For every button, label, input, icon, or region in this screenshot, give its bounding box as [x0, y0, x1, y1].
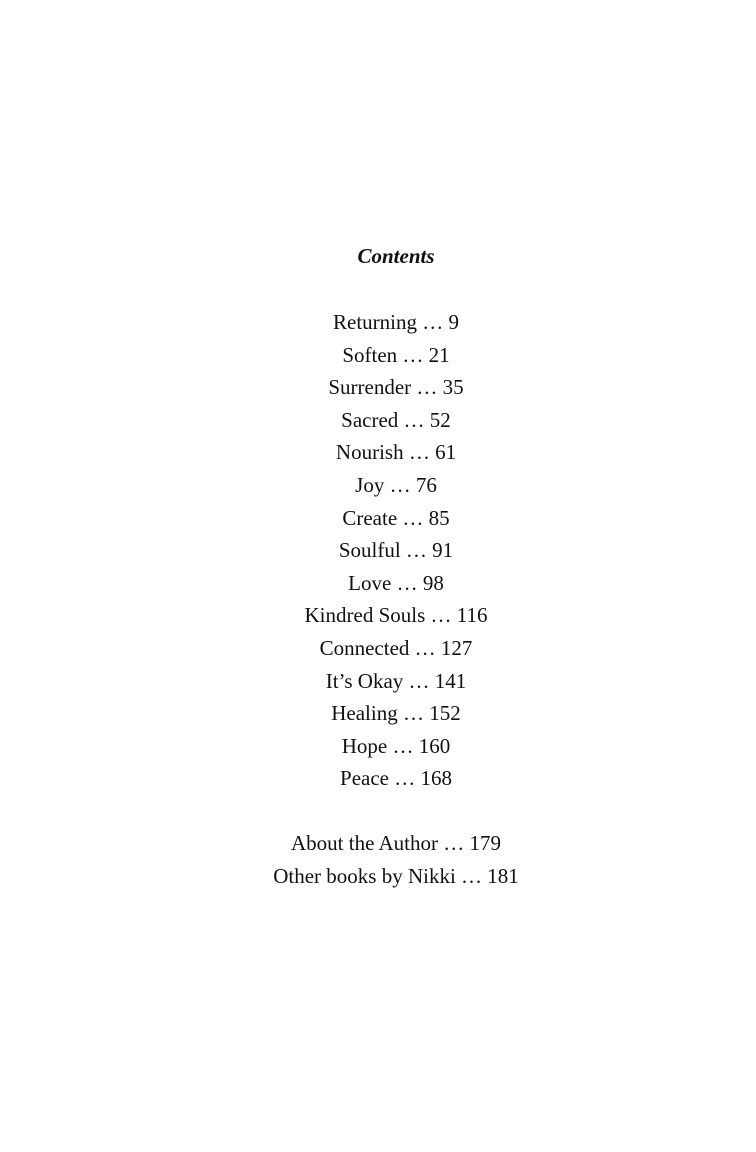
toc-entry-peace: Peace … 168 [340, 766, 452, 791]
toc-entry-connected: Connected … 127 [319, 635, 473, 660]
toc-entry-love: Love … 98 [348, 570, 444, 595]
toc-entry-about-the-author: About the Author … 179 [291, 830, 501, 855]
toc-entry-soften: Soften … 21 [342, 342, 450, 367]
toc-entry-healing: Healing … 152 [331, 701, 461, 726]
contents-heading: Contents [357, 244, 435, 268]
chapter-list [0, 306, 756, 795]
toc-entry-nourish: Nourish … 61 [335, 440, 457, 465]
toc-entry-create: Create … 85 [342, 505, 450, 530]
toc-entry-sacred: Sacred … 52 [341, 407, 451, 432]
toc-entry-its-okay: It’s Okay … 141 [325, 668, 467, 693]
back-matter-list [0, 827, 756, 892]
toc-entry-returning: Returning … 9 [333, 310, 459, 334]
toc-entry-other-books: Other books by Nikki … 181 [273, 863, 519, 888]
toc-entry-kindred-souls: Kindred Souls … 116 [304, 603, 488, 628]
table-of-contents [0, 240, 756, 892]
toc-entry-surrender: Surrender … 35 [328, 375, 464, 400]
toc-entry-soulful: Soulful … 91 [338, 538, 454, 563]
toc-entry-joy: Joy … 76 [355, 472, 437, 497]
toc-entry-hope: Hope … 160 [341, 733, 451, 758]
